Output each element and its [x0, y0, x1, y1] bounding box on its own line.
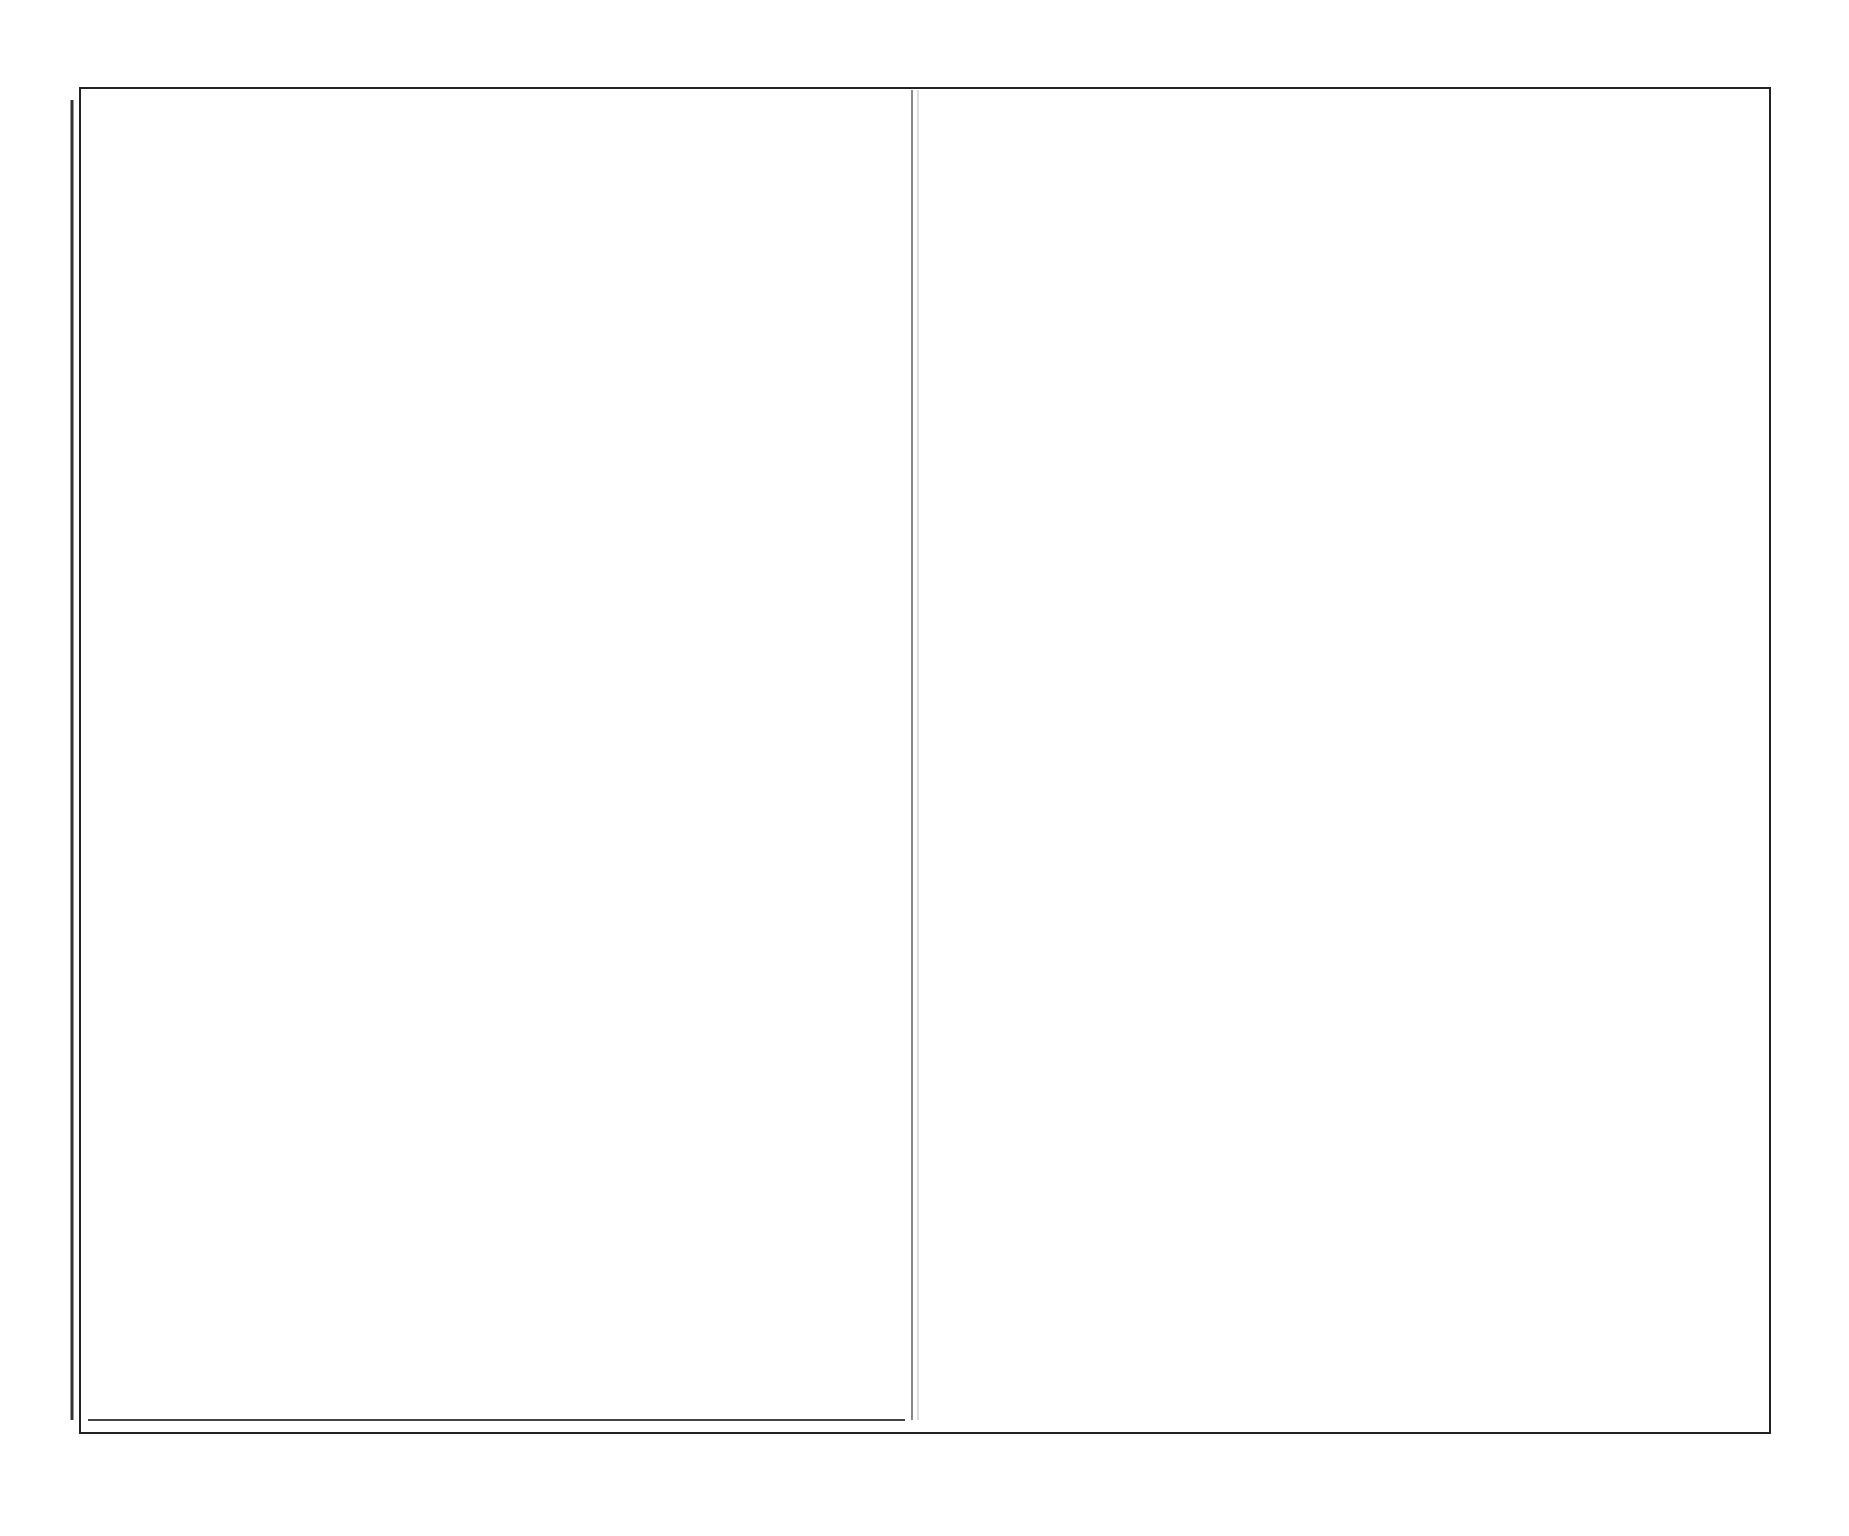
page-border — [80, 88, 1770, 1433]
